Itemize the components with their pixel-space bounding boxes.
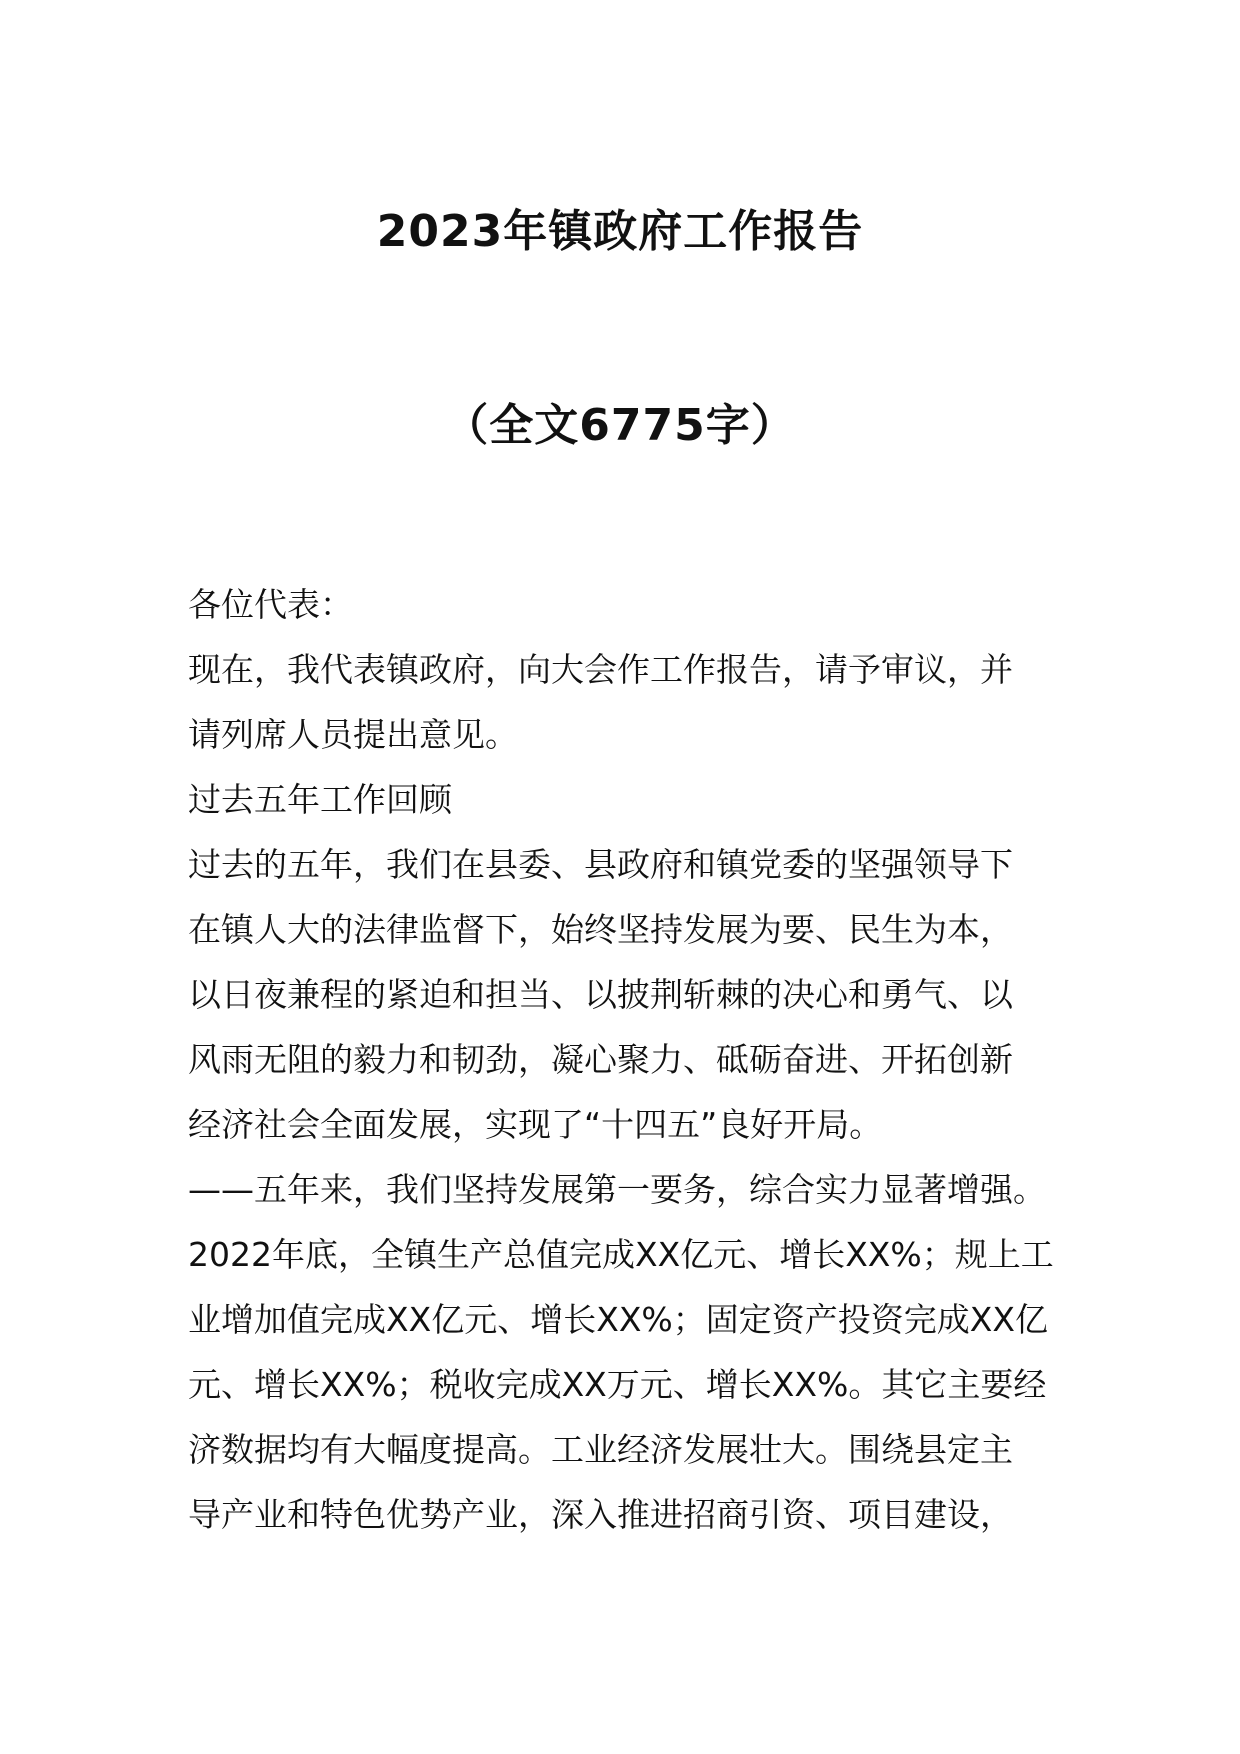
body-line: 请列席人员提出意见。 <box>188 715 518 754</box>
body-line: ——五年来，我们坚持发展第一要务，综合实力显著增强。 <box>188 1170 1046 1209</box>
body-line: 过去的五年，我们在县委、县政府和镇党委的坚强领导下 <box>188 845 1013 884</box>
document-subtitle: （全文6775字） <box>444 400 796 451</box>
body-line: 现在，我代表镇政府，向大会作工作报告，请予审议，并 <box>188 650 1013 689</box>
body-line: 经济社会全面发展，实现了“十四五”良好开局。 <box>188 1105 883 1144</box>
salutation-line: 各位代表： <box>188 585 353 624</box>
body-line: 以日夜兼程的紧迫和担当、以披荆斩棘的决心和勇气、以 <box>188 975 1013 1014</box>
body-line: 济数据均有大幅度提高。工业经济发展壮大。围绕县定主 <box>188 1430 1013 1469</box>
section-heading: 过去五年工作回顾 <box>188 780 452 819</box>
body-line: 元、增长XX%；税收完成XX万元、增长XX%。其它主要经 <box>188 1365 1047 1404</box>
document-title: 2023年镇政府工作报告 <box>376 206 864 257</box>
body-line: 在镇人大的法律监督下，始终坚持发展为要、民生为本， <box>188 910 1013 949</box>
document-body <box>188 572 1088 1547</box>
body-line: 业增加值完成XX亿元、增长XX%；固定资产投资完成XX亿 <box>188 1300 1048 1339</box>
body-line: 风雨无阻的毅力和韧劲，凝心聚力、砥砺奋进、开拓创新 <box>188 1040 1013 1079</box>
body-line: 2022年底，全镇生产总值完成XX亿元、增长XX%；规上工 <box>188 1235 1054 1274</box>
body-line: 导产业和特色优势产业，深入推进招商引资、项目建设， <box>188 1495 1013 1534</box>
